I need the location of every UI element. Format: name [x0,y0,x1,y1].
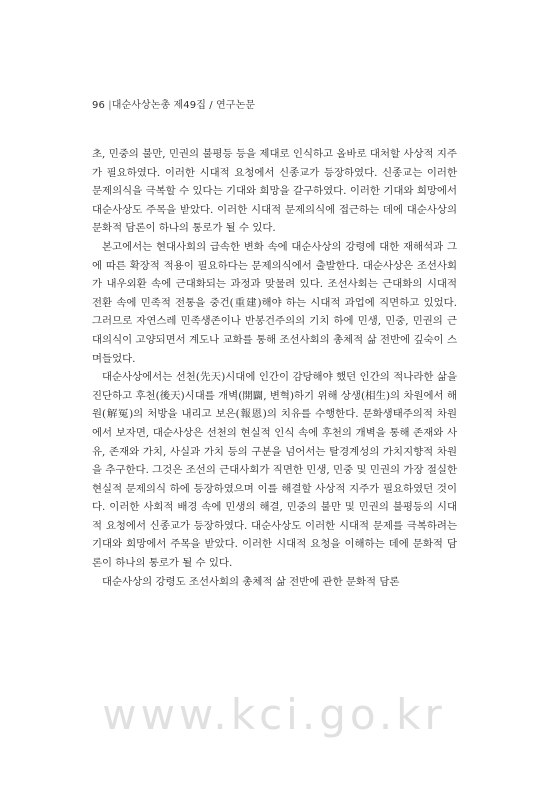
header-slash: / [209,100,213,111]
page-number: 96 [92,100,105,111]
body-text [92,145,457,591]
section-label: 연구논문 [216,100,256,111]
paragraph-3: 대순사상에서는 선천(先天)시대에 인간이 감당해야 했던 인간의 적나라한 삶을 진단하고 후천(後天)시대를 개벽(開闢, 변혁)하기 위해 상생(相生)의 차원에서 해원(解冤)의 처방을 내리고 보은(報恩)의 치유를 수행한다. 문화생태주의적 차원에서 보자면, 대순사상은 선천의 현실적 인식 속에 후천의 개벽을 통해 존재와 사유, 존재와 가치, 사실과 가치 등의 구분을 넘어서는 탈경계성의 가치지향적 차원을 추구한다. 그것은 조선의 근대사회가 직면한 민생, 민중 및 민권의 가장 절실한 현실적 문제의식 하에 등장하였으며 이를 해결할 사상적 지주가 필요하였던 것이다. 이러한 사회적 배경 속에 민생의 해결, 민중의 불만 및 민권의 불평등의 시대적 요청에서 신종교가 등장하였다. 대순사상도 이러한 시대적 문제를 극복하려는 기대와 희망에서 주목을 받았다. 이러한 시대적 요청을 이해하는 데에 문화적 담론이 하나의 통로가 될 수 있다. [92,371,457,570]
paragraph-4: 대순사상의 강령도 조선사회의 총체적 삶 전반에 관한 문화적 담론 [102,575,400,588]
paragraph-2: 본고에서는 현대사회의 급속한 변화 속에 대순사상의 강령에 대한 재해석과 그에 따른 확장적 적용이 필요하다는 문제의식에서 출발한다. 대순사상은 조선사회가 내우외환 속에 근대화되는 과정과 맞물려 있다. 조선사회는 근대화의 시대적 전환 속에 민족적 전통을 중건(重建)해야 하는 시대적 과업에 직면하고 있었다. 그러므로 자연스레 민족생존이나 반봉건주의의 기치 하에 민생, 민중, 민권의 근대의식이 고양되면서 계도나 교화를 통해 조선사회의 총체적 삶 전반에 깊숙이 스며들었다. [92,240,457,365]
header-separator: | [108,100,112,111]
watermark: www.kci.go.kr [102,690,446,739]
paragraph-1: 초, 민중의 불만, 민권의 불평등 등을 제대로 인식하고 올바로 대처할 사상적 지주가 필요하였다. 이러한 시대적 요청에서 신종교가 등장하였다. 신종교는 이러한 문제의식을 극복할 수 있다는 기대와 희망을 갈구하였다. 이러한 기대와 희망에서 대순사상도 주목을 받았다. 이러한 시대적 문제의식에 접근하는 데에 대순사상의 문화적 담론이 하나의 통로가 될 수 있다. [92,148,457,235]
journal-title: 대순사상논총 제49집 [111,100,206,111]
running-header [92,96,255,111]
